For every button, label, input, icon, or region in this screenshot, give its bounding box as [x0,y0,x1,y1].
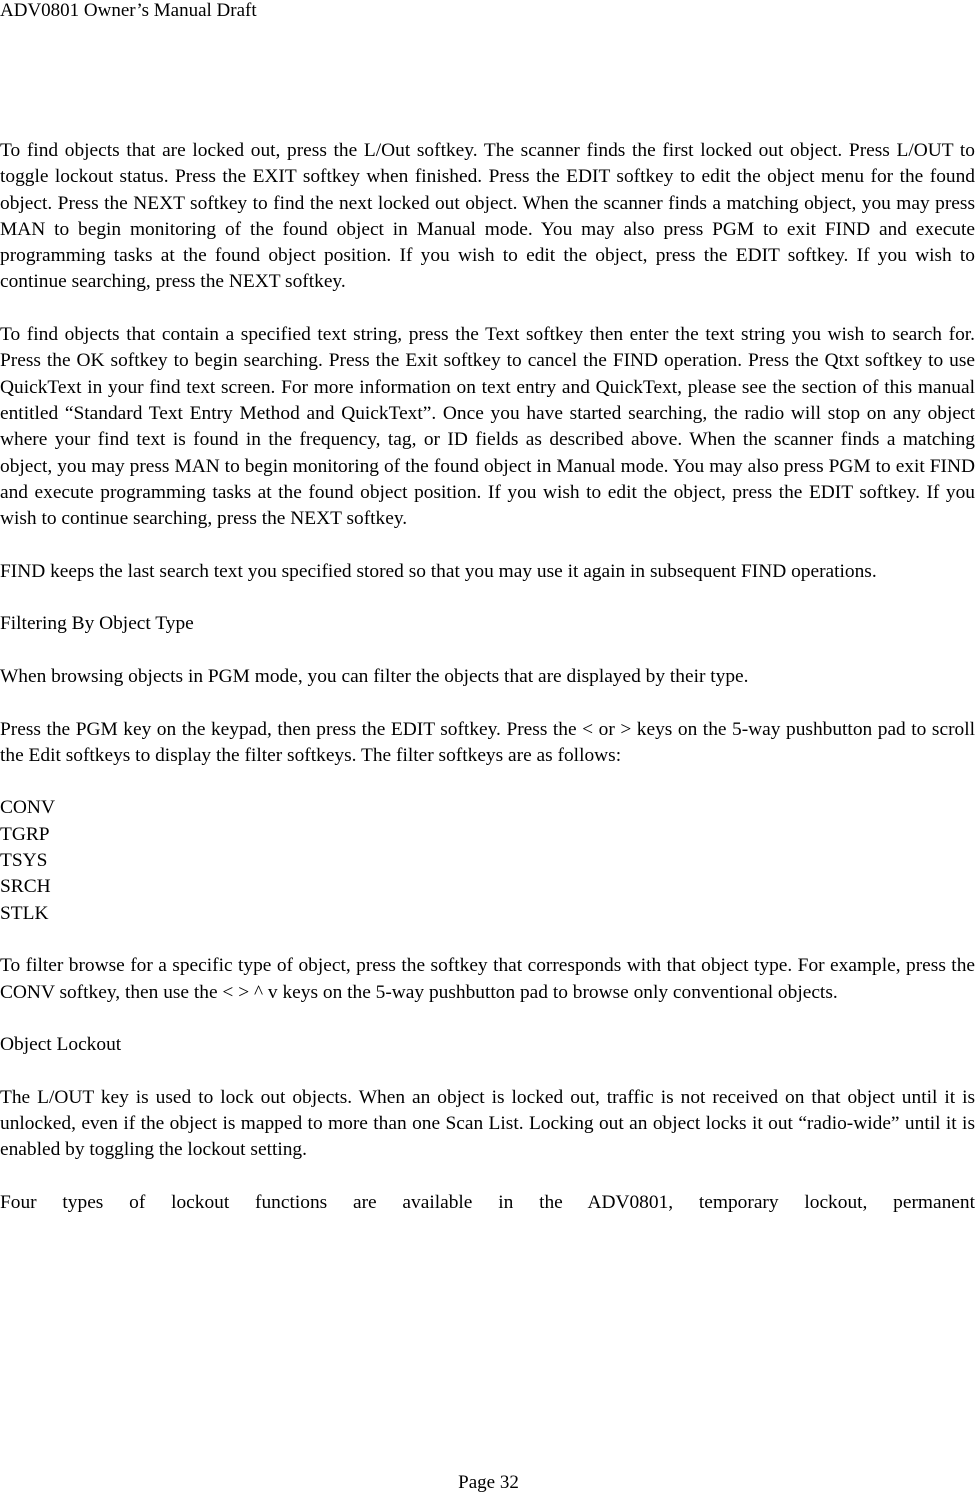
paragraph-lout-key: The L/OUT key is used to lock out objects. When an object is locked out, traffic is not received on that object until it is unlocked, even if the object is mapped to more than one Scan List. Locking out an object locks it out “radio-wide” until it is enabled by toggling the lockout setting. [0,1086,975,1161]
paragraph-find-text-string: To find objects that contain a specified text string, press the Text softkey then enter the text string you wish to search for. Press the OK softkey to begin searching. Press the Exit softkey to cancel the FIND operation. Press the Qtxt softkey to use QuickText in your find text screen. For more information on text entry and QuickText, please see the section of this manual entitled “Standard Text Entry Method and QuickText”. Once you have started searching, the radio will stop on any object where your find text is found in the frequency, tag, or ID fields as described above. When the scanner finds a matching object, you may press MAN to begin monitoring of the found object in Manual mode. You may also press PGM to exit FIND and execute programming tasks at the found object position. If you wish to edit the object, press the EDIT softkey. If you wish to continue searching, press the NEXT softkey. [0,324,975,530]
paragraph-find-keeps-text: FIND keeps the last search text you specified stored so that you may use it again in subsequent FIND operations. [0,560,877,582]
section-heading-filtering: Filtering By Object Type [0,613,194,635]
softkey-item-srch: SRCH [0,876,51,898]
softkey-item-stlk: STLK [0,902,49,924]
manual-body [0,138,975,1216]
section-heading-lockout: Object Lockout [0,1034,122,1056]
paragraph-filter-browse: To filter browse for a specific type of object, press the softkey that corresponds with that object type. For example, press the CONV softkey, then use the < > ^ v keys on the 5-way pushbutton pad to browse only conventional objects. [0,955,975,1003]
paragraph-lockout-types: Four types of lockout functions are available in the ADV0801, temporary lockout, permanent [0,1191,975,1213]
paragraph-pgm-key-instructions: Press the PGM key on the keypad, then press the EDIT softkey. Press the < or > keys on the 5-way pushbutton pad to scroll the Edit softkeys to display the filter softkeys. The filter softkeys are as follows: [0,718,975,766]
softkey-item-tsys: TSYS [0,850,48,872]
paragraph-browsing-filter: When browsing objects in PGM mode, you can filter the objects that are displayed by their type. [0,665,749,687]
filter-softkey-list [0,795,975,926]
softkey-item-conv: CONV [0,797,55,819]
softkey-item-tgrp: TGRP [0,823,50,845]
paragraph-find-locked-out: To find objects that are locked out, press the L/Out softkey. The scanner finds the first locked out object. Press L/OUT to toggle lockout status. Press the EXIT softkey when finished. Press the EDIT softkey to edit the object menu for the found object. Press the NEXT softkey to find the next locked out object. When the scanner finds a matching object, you may press MAN to begin monitoring of the found object in Manual mode. You may also press PGM to exit FIND and execute programming tasks at the found object position. If you wish to edit the object, press the EDIT softkey. If you wish to continue searching, press the NEXT softkey. [0,140,975,293]
page-number: Page 32 [458,1472,519,1493]
page-header: ADV0801 Owner’s Manual Draft [0,0,257,21]
